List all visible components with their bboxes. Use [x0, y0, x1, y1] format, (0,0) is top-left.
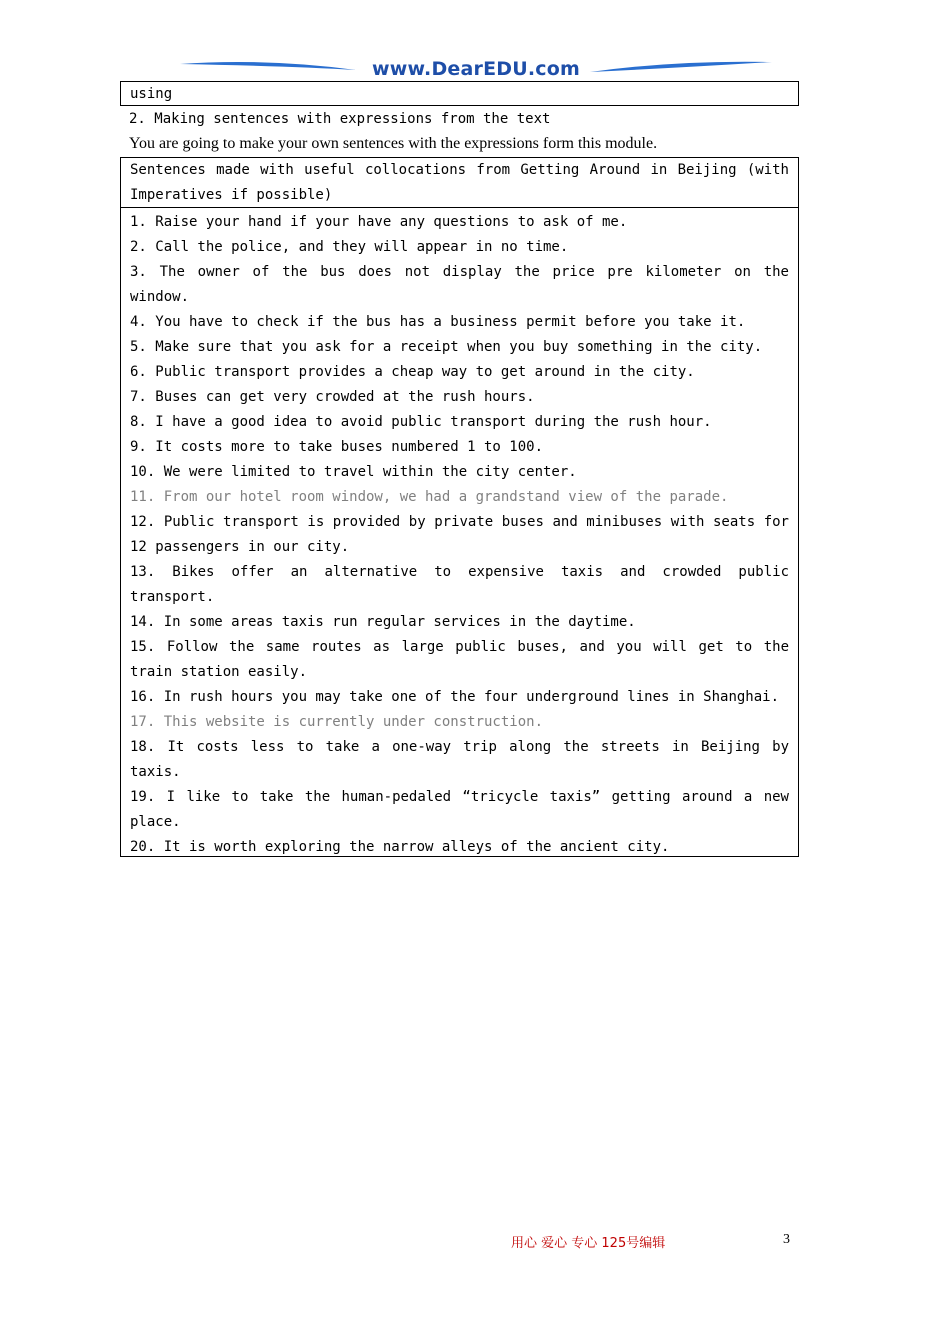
list-item: 17. This website is currently under construction.	[130, 714, 544, 730]
top-box	[120, 81, 799, 106]
list-item: 6. Public transport provides a cheap way to get around in the city.	[130, 364, 695, 380]
list-item: 11. From our hotel room window, we had a grandstand view of the parade.	[130, 489, 729, 505]
list-item: 13. Bikes offer an alternative to expensive taxis and crowded public	[130, 564, 789, 580]
list-item: taxis.	[130, 764, 181, 780]
list-item: 14. In some areas taxis run regular services in the daytime.	[130, 614, 636, 630]
table-header	[120, 157, 799, 208]
list-item: 1. Raise your hand if your have any questions to ask of me.	[130, 214, 628, 230]
list-item: 12 passengers in our city.	[130, 539, 350, 555]
list-item: 20. It is worth exploring the narrow alleys of the ancient city.	[130, 839, 670, 855]
list-item: 9. It costs more to take buses numbered 1 to 100.	[130, 439, 544, 455]
list-item: 5. Make sure that you ask for a receipt when you buy something in the city.	[130, 339, 763, 355]
list-item: 4. You have to check if the bus has a business permit before you take it.	[130, 314, 746, 330]
top-box-text: using	[130, 86, 173, 102]
list-item: 12. Public transport is provided by private buses and minibuses with seats for	[130, 514, 789, 530]
list-item: place.	[130, 814, 181, 830]
list-item: 18. It costs less to take a one-way trip along the streets in Beijing by	[130, 739, 789, 755]
footer-text: 用心 爱心 专心 125号编辑	[511, 1236, 666, 1251]
list-item: 3. The owner of the bus does not display the price pre kilometer on the	[130, 264, 789, 280]
list-item: train station easily.	[130, 664, 308, 680]
sentence-list	[120, 207, 799, 857]
table-header-line: Imperatives if possible)	[130, 187, 333, 203]
list-item: 2. Call the police, and they will appear in no time.	[130, 239, 569, 255]
list-item: 19. I like to take the human-pedaled “tricycle taxis” getting around a new	[130, 789, 789, 805]
header-logo	[176, 56, 776, 84]
list-item: transport.	[130, 589, 215, 605]
list-item: 15. Follow the same routes as large public buses, and you will get to the	[130, 639, 789, 655]
list-item: 16. In rush hours you may take one of the four underground lines in Shanghai.	[130, 689, 780, 705]
list-item: 10. We were limited to travel within the city center.	[130, 464, 577, 480]
table-header-line: Sentences made with useful collocations from Getting Around in Beijing (with	[130, 162, 789, 178]
page-number: 3	[783, 1232, 790, 1247]
list-item: 8. I have a good idea to avoid public transport during the rush hour.	[130, 414, 712, 430]
list-item: window.	[130, 289, 190, 305]
section-instruction: You are going to make your own sentences with the expressions form this module.	[129, 135, 658, 152]
list-item: 7. Buses can get very crowded at the rush hours.	[130, 389, 535, 405]
section-heading: 2. Making sentences with expressions from the text	[129, 111, 551, 127]
logo-text[interactable]: www.DearEDU.com	[371, 58, 581, 80]
